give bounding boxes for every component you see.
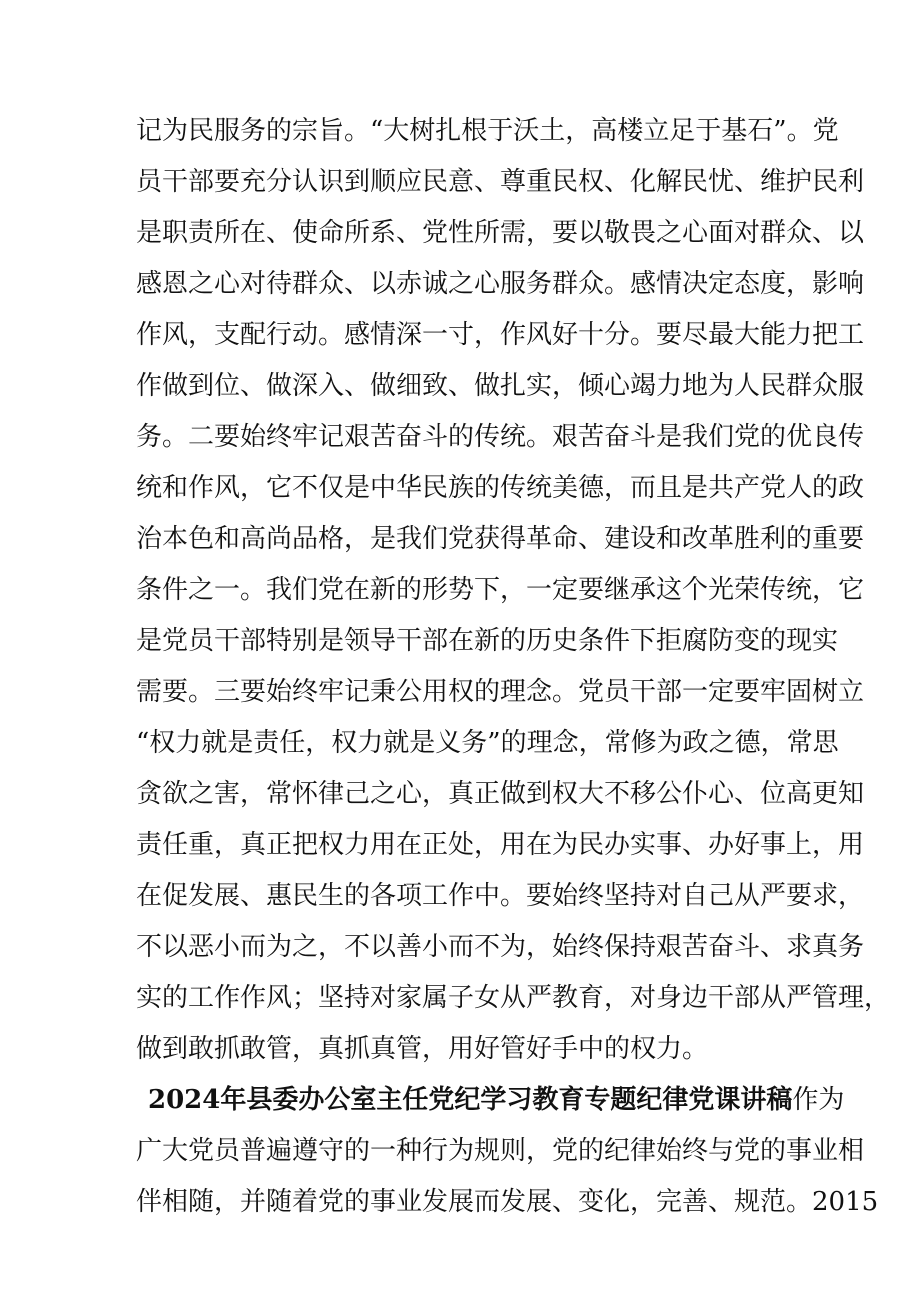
text-line: 是党员干部特别是领导干部在新的历史条件下拒腐防变的现实 — [136, 626, 839, 656]
text-line: 不以恶小而为之，不以善小而不为，始终保持艰苦奋斗、求真务 — [136, 932, 865, 962]
text-line: “权力就是责任，权力就是义务”的理念，常修为政之德，常思 — [136, 728, 839, 758]
text-line: 作风，支配行动。感情深一寸，作风好十分。要尽最大能力把工 — [136, 320, 865, 350]
text-line: 记为民服务的宗旨。“大树扎根于沃土，高楼立足于基石”。党 — [136, 116, 839, 146]
text-line: 做到敢抓敢管，真抓真管，用好管好手中的权力。 — [136, 1034, 709, 1064]
document-body — [136, 106, 891, 1228]
text-line: 作做到位、做深入、做细致、做扎实，倾心竭力地为人民群众服 — [136, 371, 865, 401]
text-line: 责任重，真正把权力用在正处，用在为民办实事、办好事上，用 — [136, 830, 865, 860]
paragraph — [136, 1126, 879, 1228]
text-line: 务。二要始终牢记艰苦奋斗的传统。艰苦奋斗是我们党的优良传 — [136, 422, 865, 452]
text-line: 条件之一。我们党在新的形势下，一定要继承这个光荣传统，它 — [136, 575, 865, 605]
text-line: 实的工作作风；坚持对家属子女从严教育，对身边干部从严管理， — [136, 983, 891, 1013]
text-line: 广大党员普遍遵守的一种行为规则，党的纪律始终与党的事业相 — [136, 1136, 865, 1166]
heading-tail-text: 作为 — [792, 1085, 845, 1115]
document-heading: 2024年县委办公室主任党纪学习教育专题纪律党课讲稿 — [148, 1085, 793, 1115]
text-line: 是职责所在、使命所系、党性所需，要以敬畏之心面对群众、以 — [136, 218, 865, 248]
text-line: 感恩之心对待群众、以赤诚之心服务群众。感情决定态度，影响 — [136, 269, 865, 299]
text-line: 员干部要充分认识到顺应民意、尊重民权、化解民忧、维护民利 — [136, 167, 865, 197]
text-line: 治本色和高尚品格，是我们党获得革命、建设和改革胜利的重要 — [136, 524, 865, 554]
text-line: 需要。三要始终牢记秉公用权的理念。党员干部一定要牢固树立 — [136, 677, 865, 707]
text-line: 贪欲之害，常怀律己之心，真正做到权大不移公仆心、位高更知 — [136, 779, 865, 809]
heading-line — [148, 1075, 845, 1126]
text-line: 在促发展、惠民生的各项工作中。要始终坚持对自己从严要求， — [136, 881, 865, 911]
text-line: 统和作风，它不仅是中华民族的传统美德，而且是共产党人的政 — [136, 473, 865, 503]
paragraph — [136, 106, 891, 1075]
text-line: 伴相随，并随着党的事业发展而发展、变化，完善、规范。2015 — [136, 1187, 879, 1217]
